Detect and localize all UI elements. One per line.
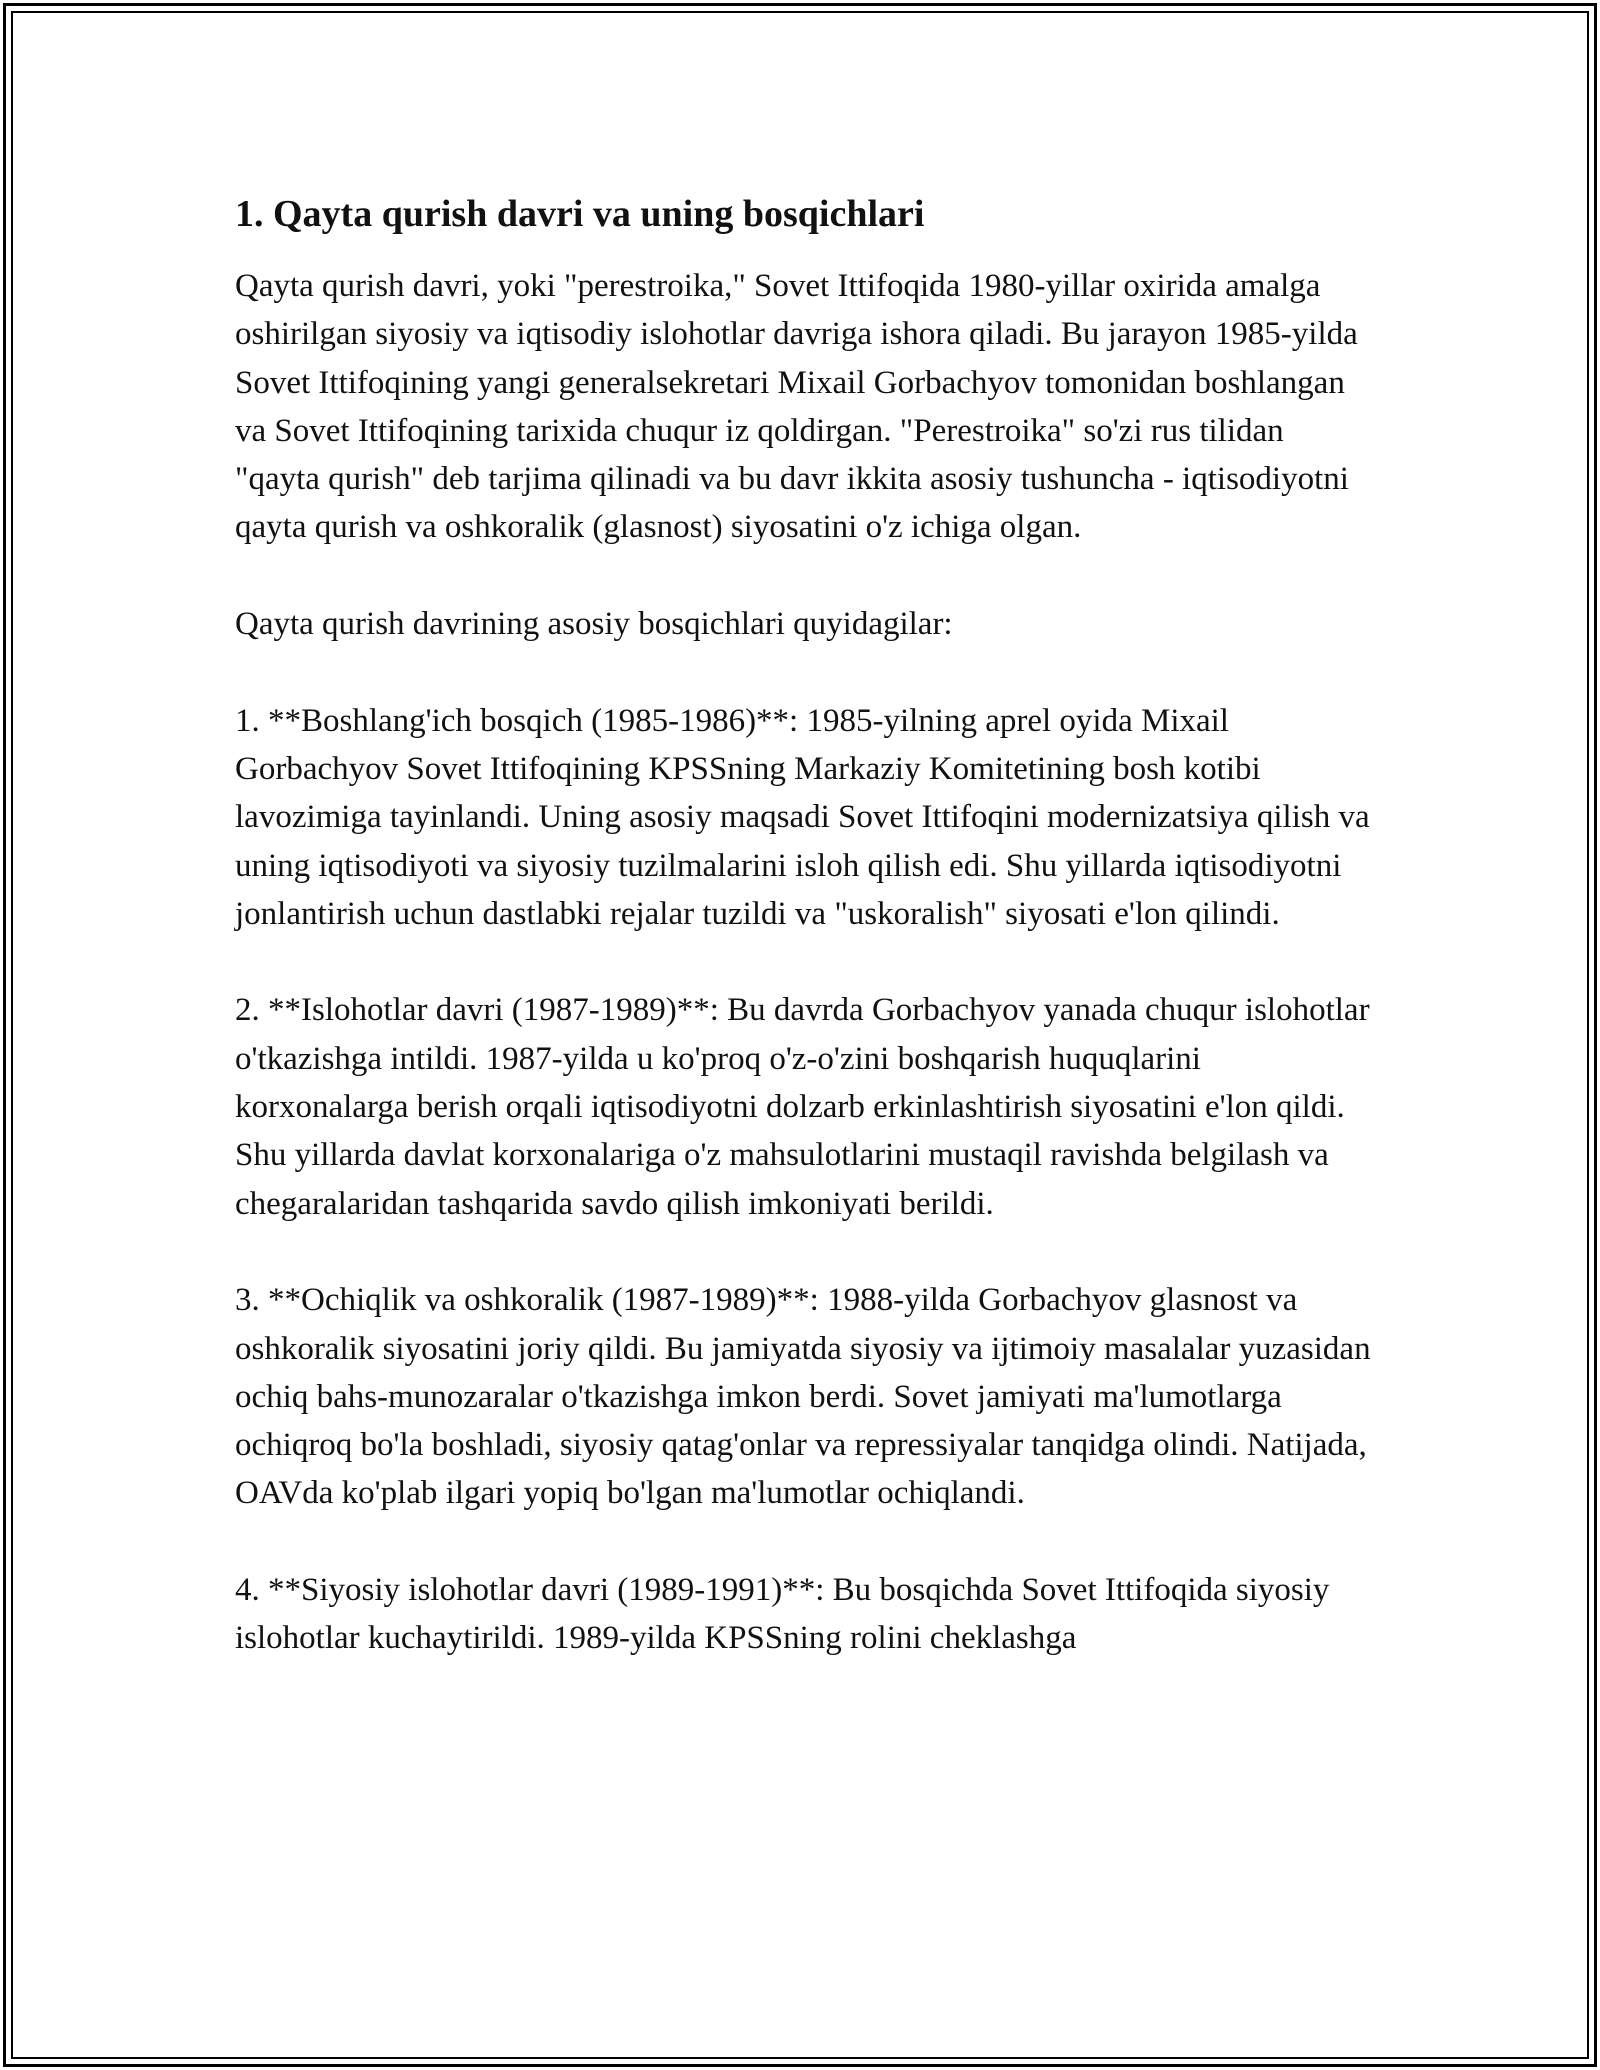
stage-3-paragraph: 3. **Ochiqlik va oshkoralik (1987-1989)**: 1988-yilda Gorbachyov glasnost va oshkoralik siyosatini joriy qildi. Bu jamiyatda siyosiy va ijtimoiy masalalar yuzasidan ochiq bahs-munozaralar o'tkazishga imkon berdi. Sovet jamiyati ma'lumotlarga ochiqroq bo'la boshladi, siyosiy qatag'onlar va repressiyalar tanqidga olindi. Natijada, OAVda ko'plab ilgari yopiq bo'lgan ma'lumotlar ochiqlandi. (235, 1282, 1371, 1512)
stages-intro-paragraph: Qayta qurish davrining asosiy bosqichlari quyidagilar: (235, 606, 953, 643)
stage-1-paragraph: 1. **Boshlang'ich bosqich (1985-1986)**: 1985-yilning aprel oyida Mixail Gorbachyov Sovet Ittifoqining KPSSning Markaziy Komitetining bosh kotibi lavozimiga tayinlandi. Uning asosiy maqsadi Sovet Ittifoqini modernizatsiya qilish va uning iqtisodiyoti va siyosiy tuzilmalarini isloh qilish edi. Shu yillarda iqtisodiyotni jonlantirish uchun dastlabki rejalar tuzildi va "uskoralish" siyosati e'lon qilindi. (235, 702, 1370, 932)
document-body (235, 186, 1375, 1663)
intro-paragraph: Qayta qurish davri, yoki "perestroika," Sovet Ittifoqida 1980-yillar oxirida amalga oshirilgan siyosiy va iqtisodiy islohotlar davriga ishora qiladi. Bu jarayon 1985-yilda Sovet Ittifoqining yangi generalsekretari Mixail Gorbachyov tomonidan boshlangan va Sovet Ittifoqining tarixida chuqur iz qoldirgan. "Perestroika" so'zi rus tilidan "qayta qurish" deb tarjima qilinadi va bu davr ikkita asosiy tushuncha - iqtisodiyotni qayta qurish va oshkoralik (glasnost) siyosatini o'z ichiga olgan. (235, 268, 1358, 546)
stage-2-paragraph: 2. **Islohotlar davri (1987-1989)**: Bu davrda Gorbachyov yanada chuqur islohotlar o'tkazishga intildi. 1987-yilda u ko'proq o'z-o'zini boshqarish huquqlarini korxonalarga berish orqali iqtisodiyotni dolzarb erkinlashtirish siyosatini e'lon qildi. Shu yillarda davlat korxonalariga o'z mahsulotlarini mustaqil ravishda belgilash va chegaralaridan tashqarida savdo qilish imkoniyati berildi. (235, 992, 1370, 1222)
stage-4-paragraph: 4. **Siyosiy islohotlar davri (1989-1991)**: Bu bosqichda Sovet Ittifoqida siyosiy islohotlar kuchaytirildi. 1989-yilda KPSSning rolini cheklashga (235, 1572, 1330, 1657)
section-heading: 1. Qayta qurish davri va uning bosqichlari (235, 193, 925, 235)
